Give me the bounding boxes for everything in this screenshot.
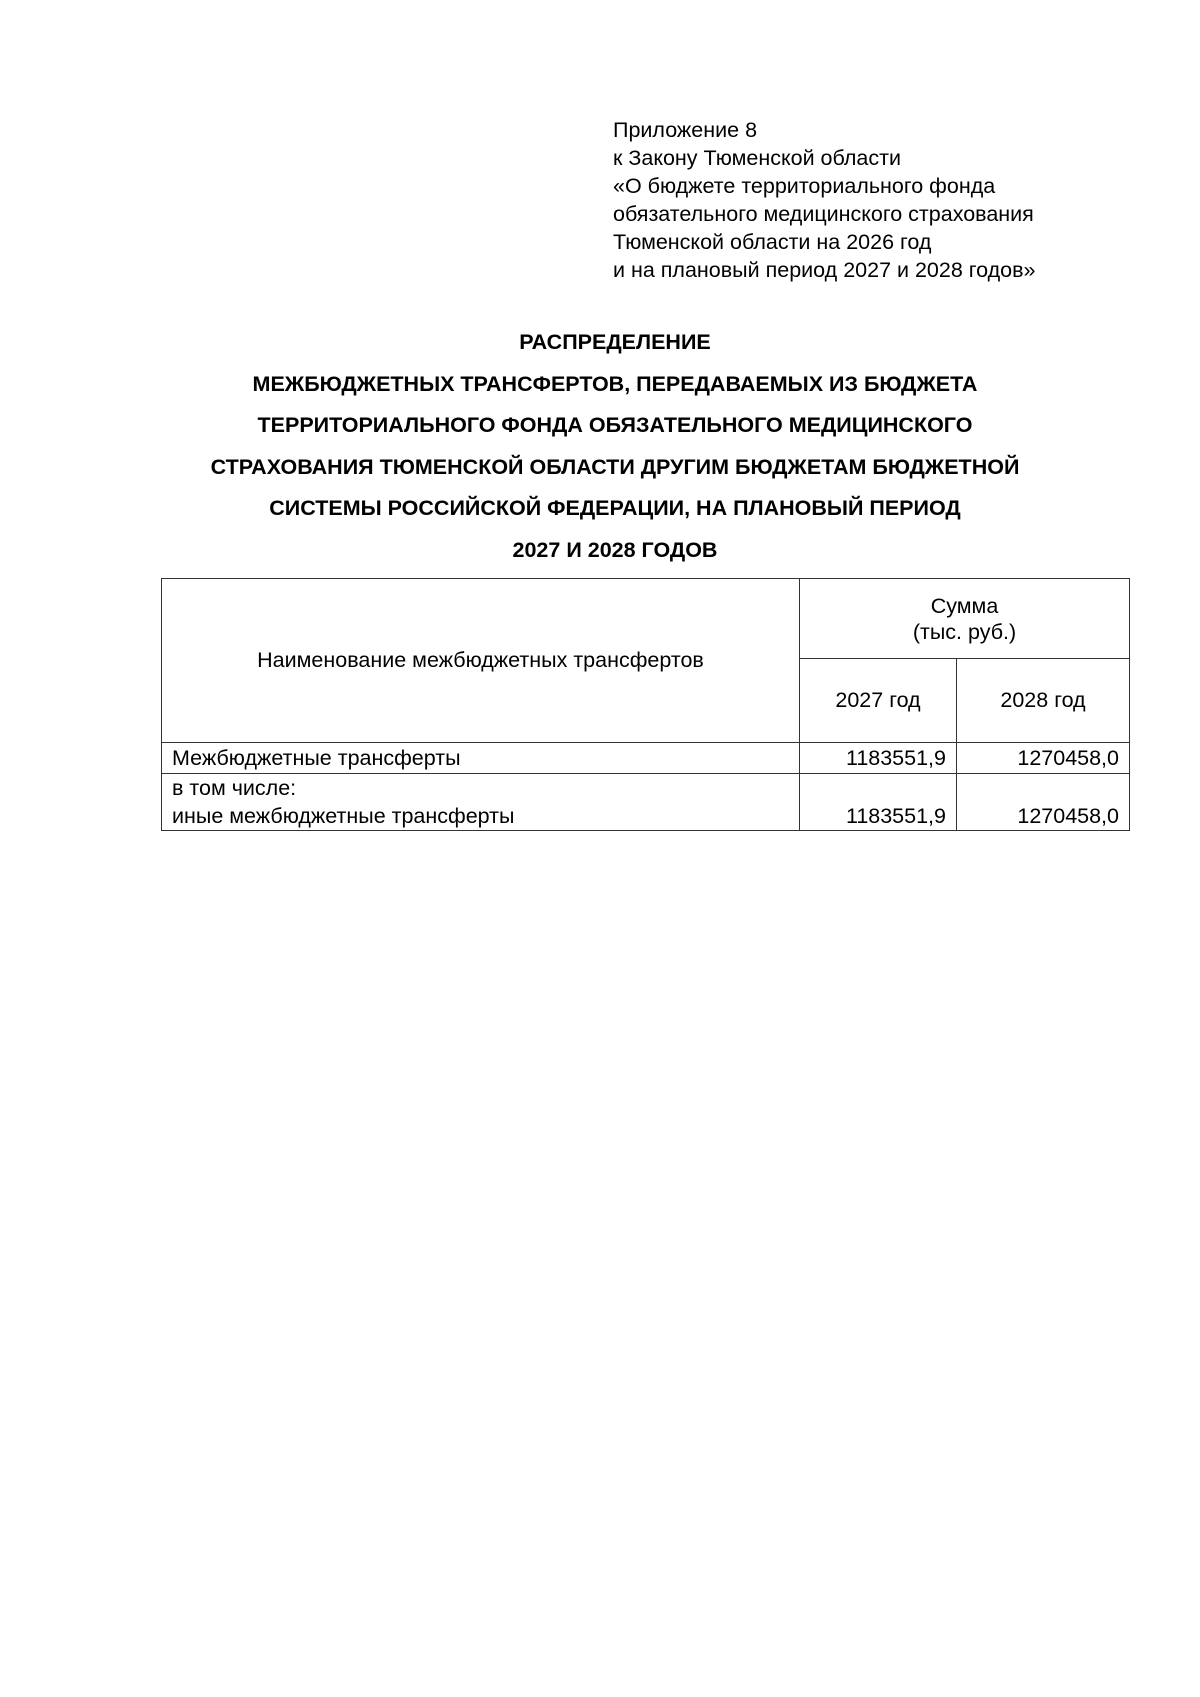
row-value-2028: 1270458,0	[957, 774, 1130, 831]
header-sum-label: Сумма	[930, 593, 999, 618]
row-label-cell	[162, 774, 800, 831]
header-name: Наименование межбюджетных трансфертов	[162, 579, 800, 743]
title-line: ТЕРРИТОРИАЛЬНОГО ФОНДА ОБЯЗАТЕЛЬНОГО МЕДИЦИНСКОГО	[257, 413, 973, 437]
table-row	[162, 774, 1130, 831]
transfers-table	[161, 578, 1130, 831]
document-title	[150, 322, 1080, 571]
row-value-2028: 1270458,0	[957, 743, 1130, 774]
header-sum-unit: (тыс. руб.)	[912, 619, 1017, 644]
row-value-2027: 1183551,9	[800, 774, 957, 831]
row-label-prefix: в том числе:	[172, 776, 297, 800]
appendix-line: «О бюджете территориального фонда	[613, 174, 996, 198]
table-row	[162, 743, 1130, 774]
title-line: МЕЖБЮДЖЕТНЫХ ТРАНСФЕРТОВ, ПЕРЕДАВАЕМЫХ ИЗ БЮДЖЕТА	[252, 371, 978, 396]
title-line: СИСТЕМЫ РОССИЙСКОЙ ФЕДЕРАЦИИ, НА ПЛАНОВЫЙ ПЕРИОД	[269, 496, 961, 520]
appendix-line: Тюменской области на 2026 год	[613, 230, 932, 254]
appendix-line: Приложение 8	[613, 118, 758, 142]
row-label: иные межбюджетные трансферты	[172, 804, 515, 828]
appendix-header	[613, 116, 1036, 284]
header-year-2027: 2027 год	[800, 659, 957, 743]
appendix-line: и на плановый период 2027 и 2028 годов»	[613, 258, 1036, 282]
header-year-2028: 2028 год	[957, 659, 1130, 743]
row-label: Межбюджетные трансферты	[162, 743, 800, 774]
row-value-2027: 1183551,9	[800, 743, 957, 774]
appendix-line: к Закону Тюменской области	[613, 146, 901, 170]
appendix-line: обязательного медицинского страхования	[613, 202, 1034, 226]
title-line: СТРАХОВАНИЯ ТЮМЕНСКОЙ ОБЛАСТИ ДРУГИМ БЮДЖЕТАМ БЮДЖЕТНОЙ	[210, 454, 1020, 479]
title-line: 2027 И 2028 ГОДОВ	[512, 537, 718, 562]
title-line: РАСПРЕДЕЛЕНИЕ	[519, 330, 711, 354]
header-sum	[800, 579, 1130, 659]
